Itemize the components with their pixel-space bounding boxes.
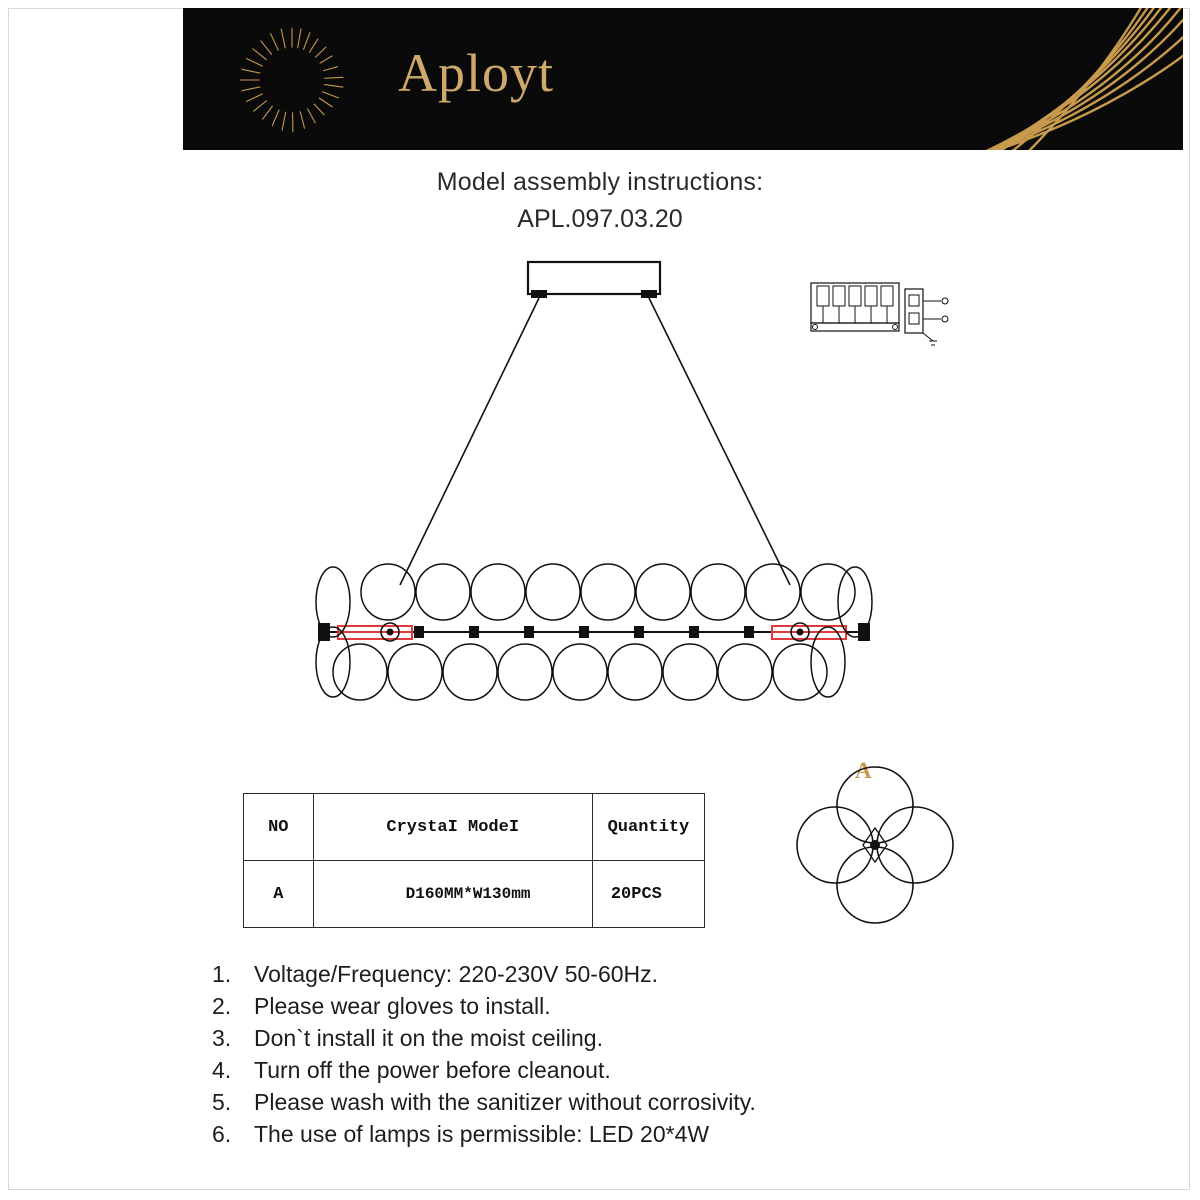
note-item: [212, 1118, 1112, 1150]
note-number: 1.: [212, 961, 232, 987]
note-item: [212, 1086, 1112, 1118]
terminal-block-wiring-icon: [805, 275, 970, 355]
cell-no: A: [244, 861, 314, 928]
note-item: [212, 1022, 1112, 1054]
fan-rays-icon: [803, 8, 1183, 150]
cell-model: D160MM*W130mm: [313, 861, 592, 928]
table-row: [244, 861, 705, 928]
note-text: Voltage/Frequency: 220-230V 50-60Hz.: [254, 961, 659, 987]
note-text: The use of lamps is permissible: LED 20*4W: [254, 1121, 710, 1147]
note-text: Please wear gloves to install.: [254, 993, 551, 1019]
note-number: 2.: [212, 993, 232, 1019]
note-item: [212, 990, 1112, 1022]
title-line-1: Model assembly instructions:: [436, 168, 764, 196]
note-number: 4.: [212, 1057, 232, 1083]
note-item: [212, 1054, 1112, 1086]
parts-table: [243, 793, 705, 928]
note-number: 5.: [212, 1089, 232, 1115]
cell-quantity: 20PCS: [592, 861, 704, 928]
four-petal-crystal-icon: [780, 750, 970, 935]
ceiling-mount-bar-icon: [528, 262, 660, 298]
header-quantity: Quantity: [592, 794, 704, 861]
sunburst-icon: [238, 26, 346, 134]
note-text: Please wash with the sanitizer without corrosivity.: [254, 1089, 756, 1115]
note-item: [212, 958, 1112, 990]
header-no: NO: [244, 794, 314, 861]
page-title: [0, 168, 1200, 234]
brand-name: Aployt: [398, 43, 555, 103]
header-model: CrystaI ModeI: [313, 794, 592, 861]
lamp-assembly-diagram: [0, 240, 1200, 720]
note-number: 3.: [212, 1025, 232, 1051]
title-line-2: APL.097.03.20: [517, 205, 683, 233]
table-header-row: [244, 794, 705, 861]
note-text: Turn off the power before cleanout.: [254, 1057, 611, 1083]
notes-list: [212, 958, 1112, 1150]
crystal-detail-label: A: [855, 758, 872, 783]
note-number: 6.: [212, 1121, 232, 1147]
note-text: Don`t install it on the moist ceiling.: [254, 1025, 603, 1051]
brand-banner: [183, 8, 1183, 150]
